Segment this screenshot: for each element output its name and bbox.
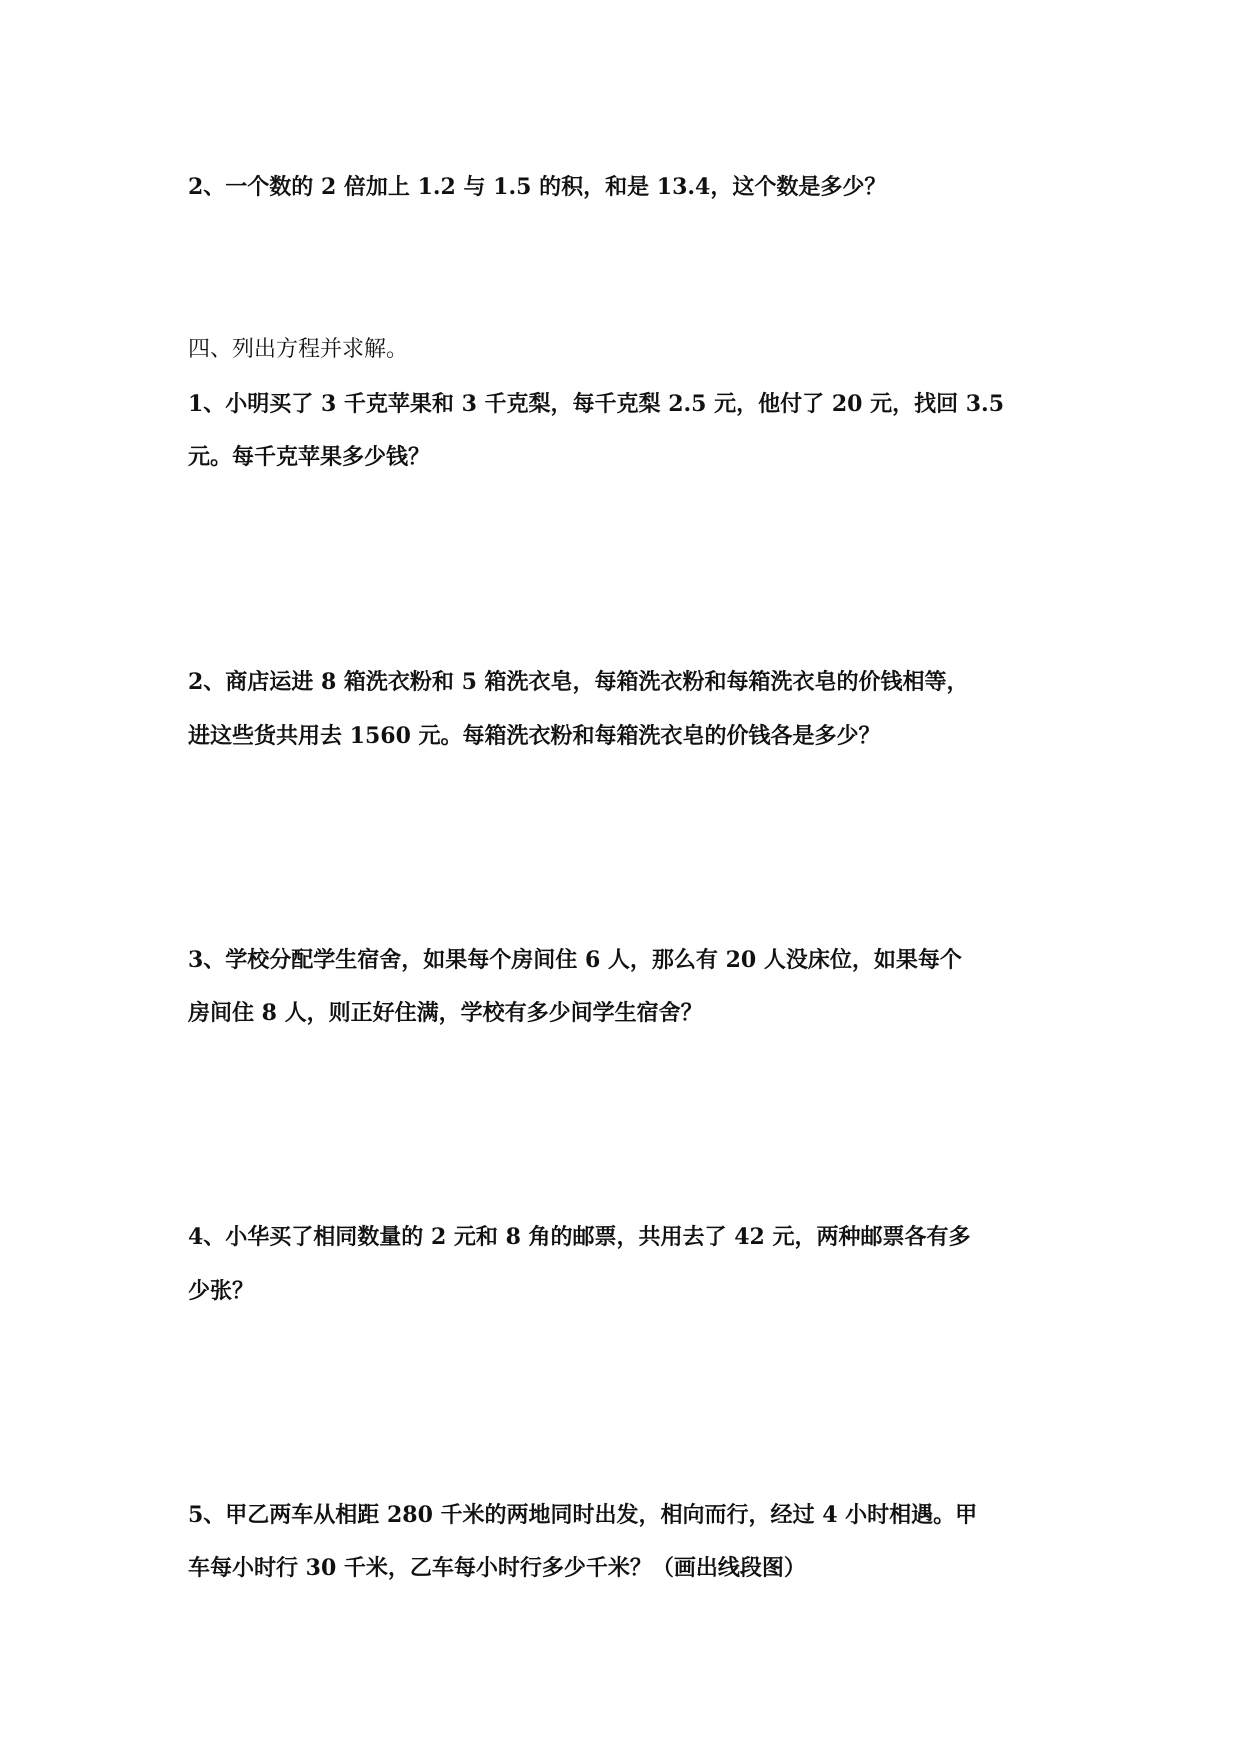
problem-4-5-line2: 车每小时行 30 千米，乙车每小时行多少千米？（画出线段图） (188, 1555, 806, 1581)
problem-4-1-line2: 元。每千克苹果多少钱？ (188, 444, 431, 470)
problem-4-2-line2: 进这些货共用去 1560 元。每箱洗衣粉和每箱洗衣皂的价钱各是多少？ (188, 723, 881, 749)
problem-4-3-line1: 3、学校分配学生宿舍，如果每个房间住 6 人，那么有 20 人没床位，如果每个 (188, 947, 962, 973)
section-4-heading: 四、列出方程并求解。 (188, 337, 409, 362)
problem-4-5-line1: 5、甲乙两车从相距 280 千米的两地同时出发，相向而行，经过 4 小时相遇。甲 (188, 1502, 978, 1528)
problem-4-3-line2: 房间住 8 人，则正好住满，学校有多少间学生宿舍？ (188, 1000, 703, 1026)
problem-3-2-text: 2、一个数的 2 倍加上 1.2 与 1.5 的积，和是 13.4，这个数是多少？ (188, 174, 887, 200)
problem-4-4-line1: 4、小华买了相同数量的 2 元和 8 角的邮票，共用去了 42 元，两种邮票各有多 (188, 1224, 971, 1250)
problem-4-1-line1: 1、小明买了 3 千克苹果和 3 千克梨，每千克梨 2.5 元，他付了 20 元，找回 3.5 (188, 391, 1005, 417)
problem-4-4-line2: 少张？ (188, 1278, 255, 1304)
problem-4-2-line1: 2、商店运进 8 箱洗衣粉和 5 箱洗衣皂，每箱洗衣粉和每箱洗衣皂的价钱相等， (188, 669, 969, 695)
